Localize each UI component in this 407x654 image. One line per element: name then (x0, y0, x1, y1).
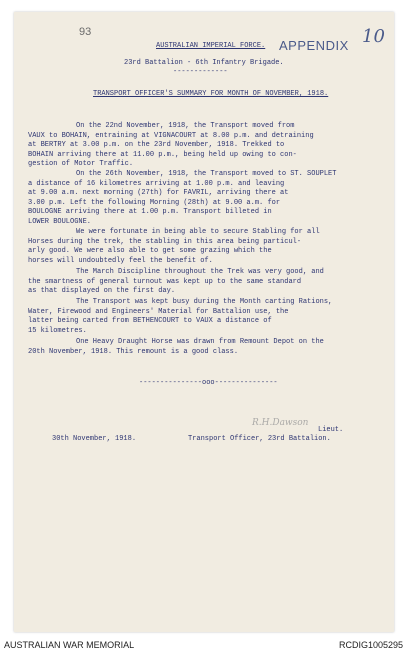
paragraph-1-line-3: at BERTRY at 3.00 p.m. on the 23rd November, 1918. Trekked to (28, 141, 285, 150)
page-number: 93 (79, 26, 92, 38)
paragraph-6 (28, 338, 372, 357)
paragraph-5-line-2: Water, Firewood and Engineers' Material for Battalion use, the (28, 307, 289, 316)
paragraph-1-line-1: On the 22nd November, 1918, the Transport moved from (76, 122, 295, 130)
section-separator: ---------------ooo--------------- (139, 379, 278, 387)
paragraph-5-line-1: The Transport was kept busy during the Month carting Rations, (76, 298, 333, 306)
paragraph-4-line-3: as that displayed on the first day. (28, 287, 176, 296)
paragraph-3-line-4: horses will undoubtedly feel the benefit of. (28, 256, 213, 265)
signature-date: 30th November, 1918. (52, 435, 137, 443)
paragraph-2-line-2: a distance of 16 kilometres arriving at 1.00 p.m. and leaving (28, 179, 285, 188)
paragraph-2-line-4: 3.00 p.m. Left the following Morning (28th) at 9.00 a.m. for (28, 198, 281, 207)
paragraph-1 (28, 122, 372, 170)
paragraph-2-line-6: LOWER BOULOGNE. (28, 217, 92, 226)
signature-rank: Lieut. (318, 426, 344, 434)
paragraph-2-line-5: BOULOGNE arriving there at 1.00 p.m. Transport billeted in (28, 208, 272, 217)
paragraph-6-line-2: 20th November, 1918. This remount is a good class. (28, 347, 239, 356)
document-title: TRANSPORT OFFICER'S SUMMARY FOR MONTH OF NOVEMBER, 1918. (93, 90, 329, 98)
paragraph-6-line-1: One Heavy Draught Horse was drawn from Remount Depot on the (76, 338, 324, 346)
paragraph-4-line-2: the smartness of general turnout was kept up to the same standard (28, 277, 302, 286)
paragraph-3-line-3: arly good. We were also able to get some grazing which the (28, 247, 272, 256)
paragraph-5-line-3: latter being carted from BETHENCOURT to VAUX a distance of (28, 317, 272, 326)
paragraph-2-line-3: at 9.00 a.m. next morning (27th) for FAVRIL, arriving there at (28, 189, 289, 198)
paragraph-5-line-4: 15 kilometres. (28, 326, 87, 335)
paragraph-1-line-2: VAUX to BOHAIN, entraining at VIGNACOURT at 8.00 p.m. and detraining (28, 131, 314, 140)
paragraph-3-line-1: We were fortunate in being able to secure Stabling for all (76, 228, 320, 236)
paragraph-1-line-5: gestion of Motor Traffic. (28, 160, 134, 169)
paragraph-1-line-4: BOHAIN arriving there at 11.00 p.m., being held up owing to con- (28, 150, 297, 159)
handwritten-signature: R.H.Dawson (252, 418, 309, 428)
paragraph-4 (28, 268, 372, 297)
appendix-number: 10 (362, 26, 385, 47)
signature-title: Transport Officer, 23rd Battalion. (188, 435, 331, 443)
paragraph-4-line-1: The March Discipline throughout the Trek was very good, and (76, 268, 324, 276)
appendix-stamp: APPENDIX (279, 38, 349, 53)
paragraph-2-line-1: On the 26th November, 1918, the Transport moved to ST. SOUPLET (76, 170, 337, 178)
paragraph-2 (28, 170, 372, 228)
header-organisation: AUSTRALIAN IMPERIAL FORCE. (156, 42, 266, 50)
header-unit: 23rd Battalion - 6th Infantry Brigade. (124, 59, 284, 67)
paragraph-5 (28, 298, 372, 336)
paragraph-3 (28, 228, 372, 266)
archive-credit: AUSTRALIAN WAR MEMORIAL (4, 640, 135, 650)
paragraph-3-line-2: Horses during the trek, the stabling in this area being particul- (28, 237, 302, 246)
header-rule: ------------- (173, 68, 228, 76)
archive-reference: RCDIG1005295 (338, 640, 403, 650)
